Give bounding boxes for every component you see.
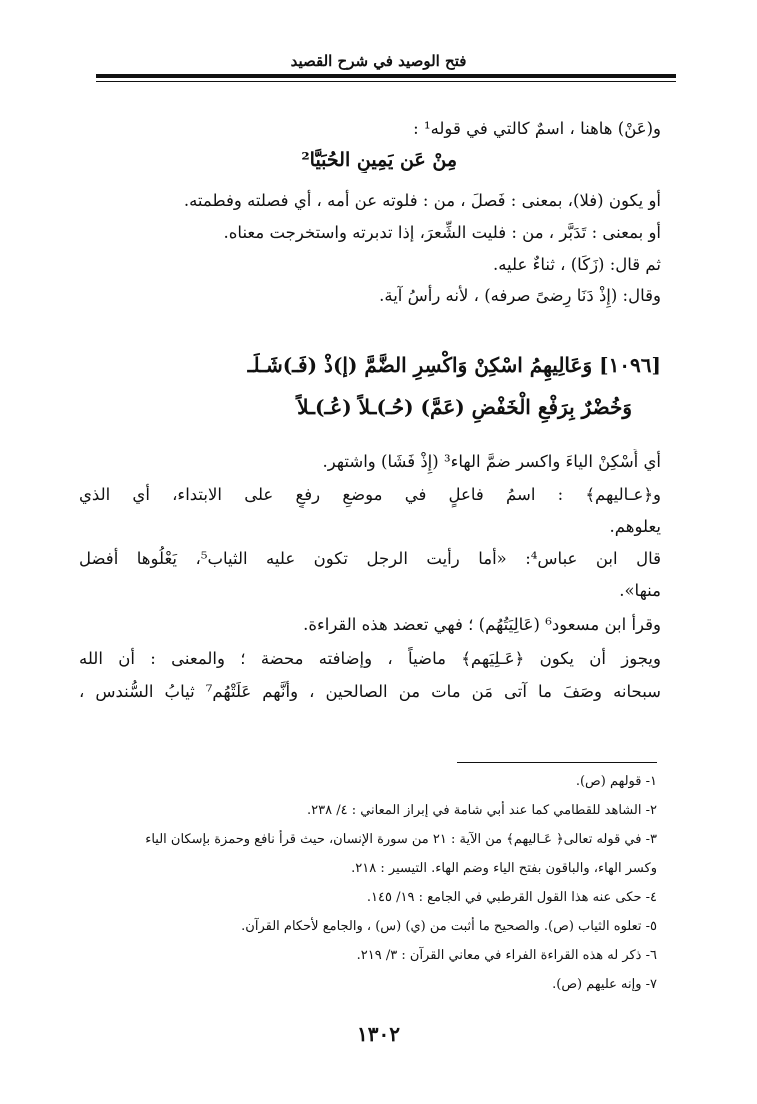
footnote-3-continued: وكسر الهاء، والباقون بفتح الياء وضم الهاء. التيسير : ٢١٨. bbox=[351, 861, 657, 876]
body-line-14: سبحانه وصَفَ ما آتى مَن مات من الصالحين ، وأنَّهم عَلَتْهُم⁷ ثيابُ السُّندس ، bbox=[79, 682, 661, 701]
body-line-3: أو يكون (فلا)، بمعنى : فَصلَ ، من : فلوته عن أمه ، أي فصلته وفطمته. bbox=[183, 191, 661, 210]
body-line-4: أو بمعنى : تَدَبَّر ، من : فليت الشِّعرَ، إذا تدبرته واستخرجت معناه. bbox=[223, 223, 661, 242]
body-line-6: وقال: (إِذْ دَنَا رِضىً صرفه) ، لأنه رأسُ آية. bbox=[379, 286, 661, 305]
quoted-verse-fragment: مِنْ عَن يَمِينِ الحُبَيَّا² bbox=[301, 149, 457, 171]
footnote-7: ٧- وإنه عليهم (ص). bbox=[552, 977, 657, 992]
page-number: ١٣٠٢ bbox=[357, 1022, 400, 1046]
footnote-6: ٦- ذكر له هذه القراءة الفراء في معاني القرآن : ٣/ ٢١٩. bbox=[356, 948, 657, 963]
footnote-1: ١- قولهم (ص). bbox=[575, 774, 657, 789]
header-rule-thick bbox=[96, 74, 676, 78]
body-line-5: ثم قال: (زَكَا) ، ثناءٌ عليه. bbox=[492, 255, 661, 274]
body-line-7: أي أَسْكِنْ الياءَ واكسر ضمَّ الهاء³ (إِذْ فَشَا) واشتهر. bbox=[322, 452, 661, 471]
body-line-8: و﴿عـاليهم﴾ : اسمُ فاعلٍ في موضعِ رفعٍ على الابتداء، أي الذي bbox=[79, 485, 661, 504]
body-line-10: قال ابن عباس⁴: «أما رأيت الرجل تكون عليه الثياب⁵، يَعْلُوها أفضل bbox=[79, 549, 661, 568]
verse-number: [١٠٩٦] bbox=[599, 353, 661, 377]
header-rule-thin bbox=[96, 81, 676, 82]
footnote-5: ٥- تعلوه الثياب (ص). والصحيح ما أُثبت من (ي) (س) ، والجامع لأحكام القرآن. bbox=[241, 919, 657, 934]
body-line-12: وقرأ ابن مسعود⁶ (عَالِيَتُهُم) ؛ فهي تعضد هذه القراءة. bbox=[303, 615, 661, 634]
poem-verse-line-2: وَخُضْرٌ بِرَفْعِ الْخَفْضِ (عَمَّ) (حُـ)ـلاً (عُـ)ـلاً bbox=[297, 395, 632, 419]
body-line-9: يعلوهم. bbox=[609, 517, 661, 536]
body-line-1: و(عَنْ) هاهنا ، اسمٌ كالتي في قوله¹ : bbox=[413, 119, 661, 138]
body-line-11: منها». bbox=[619, 581, 661, 600]
footnote-2: ٢- الشاهد للقطامي كما عند أبي شامة في إبراز المعاني : ٤/ ٢٣٨. bbox=[306, 803, 657, 818]
footnote-separator bbox=[457, 762, 657, 763]
footnote-3: ٣- في قوله تعالى﴿ عَـاليهم﴾ من الآية : ٢١ من سورة الإنسان، حيث قرأ نافع وحمزة بإسكان الياء bbox=[145, 832, 657, 847]
verse-hemistich-1: وَعَالِيهِمُ اسْكِنْ وَاكْسِرِ الضَّمَّ (إ)ذْ (فَـ)شَـلَـ bbox=[247, 353, 593, 377]
footnote-4: ٤- حكى عنه هذا القول القرطبي في الجامع : ١٩/ ١٤٥. bbox=[366, 890, 657, 905]
poem-verse-line-1 bbox=[248, 350, 661, 380]
running-header-title: فتح الوصيد في شرح القصيد bbox=[290, 52, 467, 70]
body-line-13: ويجوز أن يكون ﴿عَـلِيَهم﴾ ماضياً ، وإضافته محضة ؛ والمعنى : أن الله bbox=[79, 649, 661, 668]
